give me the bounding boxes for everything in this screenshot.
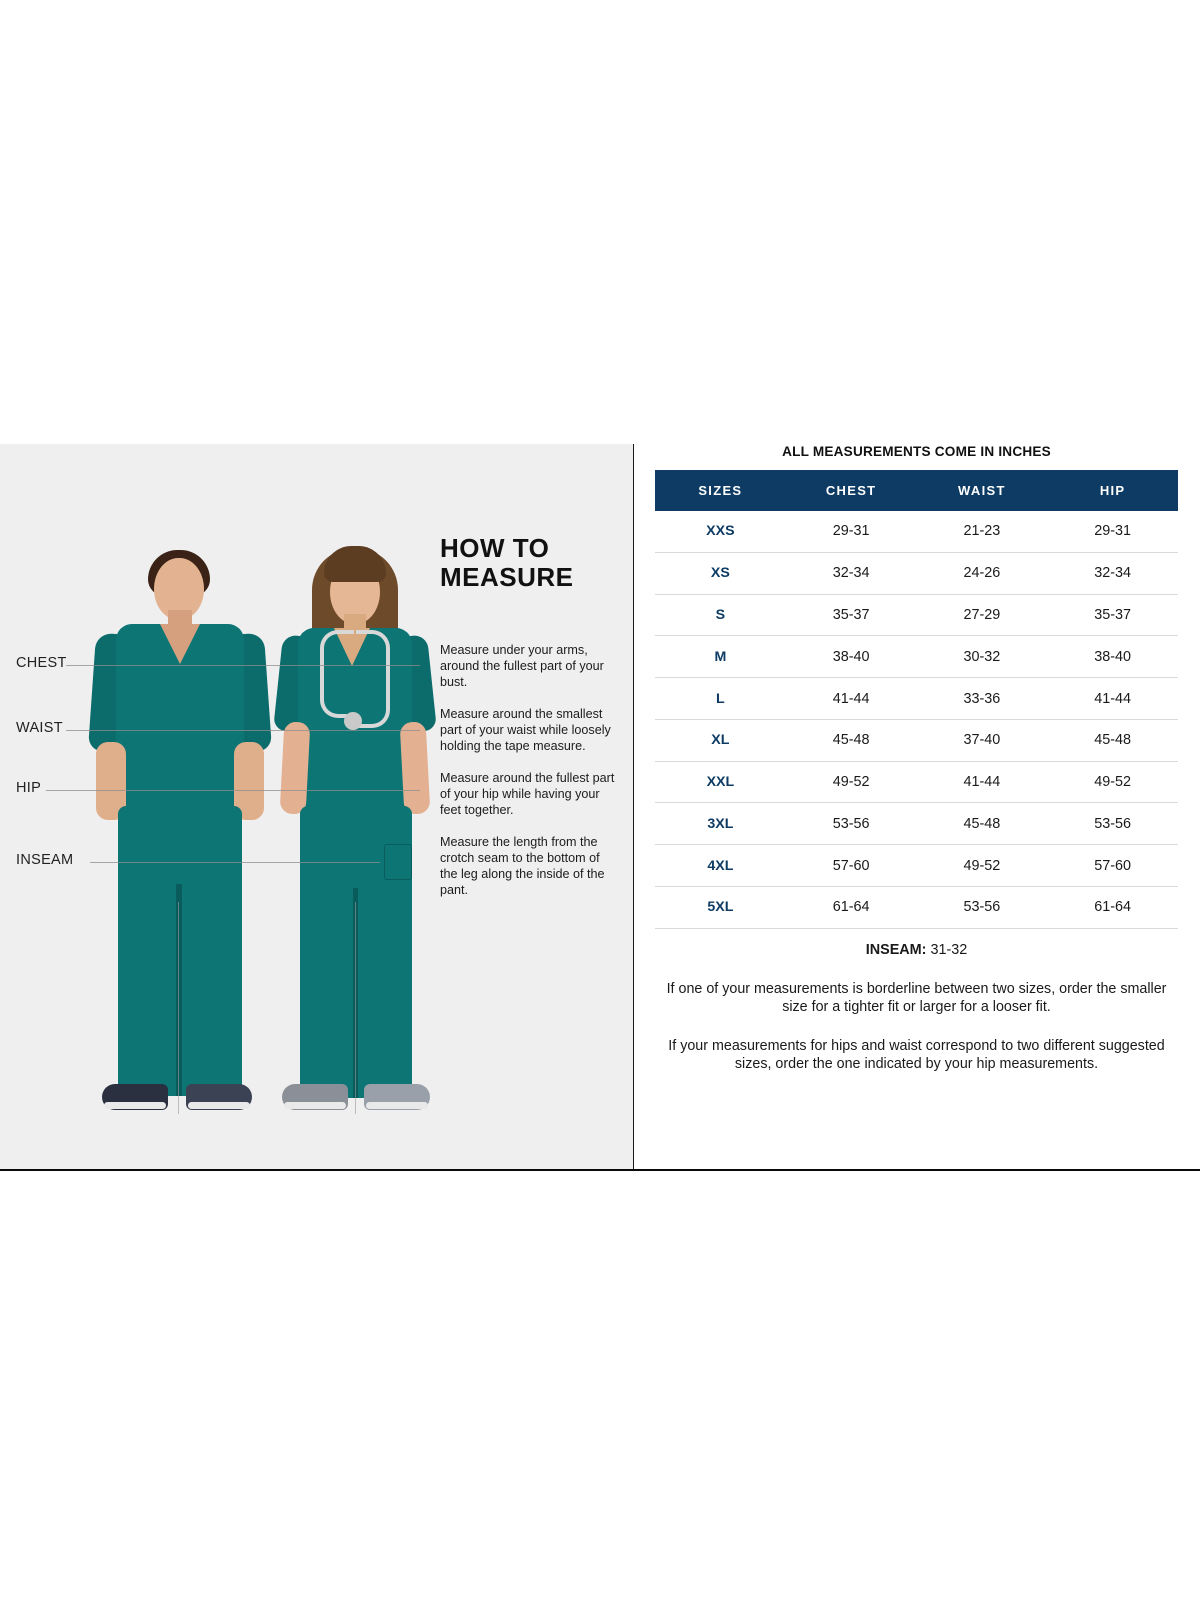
cell-hip: 38-40: [1047, 636, 1178, 678]
waist-guide-label: WAIST: [16, 720, 63, 736]
how-to-measure-title: [440, 534, 620, 592]
table-row: [655, 552, 1178, 594]
inseam-guide-line: [90, 862, 380, 863]
table-row: [655, 594, 1178, 636]
how-to-measure-panel: [0, 444, 633, 1170]
cell-chest: 61-64: [786, 887, 917, 929]
size-table-head: [655, 470, 1178, 511]
chest-guide-label: CHEST: [16, 655, 67, 671]
cell-waist: 41-44: [917, 761, 1048, 803]
table-row: [655, 719, 1178, 761]
cell-hip: 35-37: [1047, 594, 1178, 636]
female-left-shoe-sole: [284, 1102, 346, 1109]
size-table-body: [655, 511, 1178, 928]
inseam-value: 31-32: [930, 941, 968, 958]
cell-chest: 45-48: [786, 719, 917, 761]
female-right-shoe: [364, 1084, 430, 1110]
hip-measure-note: Measure around the fullest part of your hip while having your feet together.: [440, 771, 615, 818]
cell-size: S: [655, 594, 786, 636]
cell-size: XL: [655, 719, 786, 761]
cell-hip: 32-34: [1047, 552, 1178, 594]
cell-chest: 41-44: [786, 678, 917, 720]
column-header-chest: CHEST: [786, 470, 917, 511]
cell-chest: 57-60: [786, 845, 917, 887]
bottom-rule: [0, 1169, 1200, 1171]
cell-waist: 24-26: [917, 552, 1048, 594]
hip-guide-line: [46, 790, 420, 791]
cell-waist: 37-40: [917, 719, 1048, 761]
chest-measure-note: Measure under your arms, around the fullest part of your bust.: [440, 643, 604, 690]
cell-size: XXS: [655, 511, 786, 552]
table-row: [655, 678, 1178, 720]
stethoscope-bell: [344, 712, 362, 730]
cell-waist: 53-56: [917, 887, 1048, 929]
inseam-label: INSEAM:: [865, 941, 927, 958]
cell-hip: 45-48: [1047, 719, 1178, 761]
cell-size: XXL: [655, 761, 786, 803]
table-row: [655, 845, 1178, 887]
cell-hip: 41-44: [1047, 678, 1178, 720]
size-chart-table: [655, 470, 1178, 929]
sizing-note-borderline: If one of your measurements is borderline between two sizes, order the smaller size for a tighter fit or larger for a looser fit.: [666, 980, 1167, 1016]
cell-waist: 45-48: [917, 803, 1048, 845]
cell-hip: 49-52: [1047, 761, 1178, 803]
table-row: [655, 887, 1178, 929]
table-row: [655, 636, 1178, 678]
male-right-shoe-sole: [188, 1102, 250, 1109]
cell-chest: 29-31: [786, 511, 917, 552]
cell-chest: 49-52: [786, 761, 917, 803]
female-cargo-pocket: [384, 844, 412, 880]
size-table-panel: [633, 444, 1200, 1170]
chest-guide-line: [66, 665, 420, 666]
inseam-row: [655, 929, 1178, 962]
female-left-arm: [280, 721, 311, 814]
table-row: [655, 511, 1178, 552]
cell-size: XS: [655, 552, 786, 594]
cell-size: 4XL: [655, 845, 786, 887]
cell-hip: 57-60: [1047, 845, 1178, 887]
male-pant-seam: [176, 884, 182, 1096]
model-illustration: [20, 484, 440, 1154]
cell-waist: 21-23: [917, 511, 1048, 552]
how-to-measure-title-line2: MEASURE: [440, 562, 574, 593]
column-header-sizes: SIZES: [655, 470, 786, 511]
hip-guide-label: HIP: [16, 780, 42, 796]
male-left-shoe-sole: [104, 1102, 166, 1109]
cell-hip: 61-64: [1047, 887, 1178, 929]
size-chart-sheet: [0, 444, 1200, 1170]
waist-guide-line: [66, 730, 420, 731]
male-right-shoe: [186, 1084, 252, 1110]
measurements-heading: ALL MEASUREMENTS COME IN INCHES: [782, 444, 1051, 459]
cell-waist: 49-52: [917, 845, 1048, 887]
cell-chest: 32-34: [786, 552, 917, 594]
female-inseam-guide-line: [355, 902, 356, 1114]
cell-size: M: [655, 636, 786, 678]
cell-chest: 53-56: [786, 803, 917, 845]
stethoscope-tube-right: [356, 630, 390, 728]
female-right-arm: [400, 721, 431, 814]
cell-size: 3XL: [655, 803, 786, 845]
how-to-measure-title-line1: HOW TO: [440, 533, 550, 563]
inseam-measure-note: Measure the length from the crotch seam to the bottom of the leg along the inside of the pant.: [440, 835, 605, 898]
cell-chest: 38-40: [786, 636, 917, 678]
female-left-shoe: [282, 1084, 348, 1110]
female-hair-top: [324, 546, 386, 582]
cell-waist: 30-32: [917, 636, 1048, 678]
cell-waist: 33-36: [917, 678, 1048, 720]
cell-chest: 35-37: [786, 594, 917, 636]
male-left-shoe: [102, 1084, 168, 1110]
cell-waist: 27-29: [917, 594, 1048, 636]
cell-size: L: [655, 678, 786, 720]
column-header-waist: WAIST: [917, 470, 1048, 511]
male-inseam-guide-line: [178, 902, 179, 1114]
cell-hip: 29-31: [1047, 511, 1178, 552]
panel-divider: [633, 444, 634, 1170]
table-row: [655, 803, 1178, 845]
sizing-note-hip-priority: If your measurements for hips and waist correspond to two different suggested sizes, order the one indicated by your hip measurements.: [668, 1037, 1165, 1073]
size-table-header-row: [655, 470, 1178, 511]
cell-size: 5XL: [655, 887, 786, 929]
inseam-guide-label: INSEAM: [16, 852, 74, 868]
female-right-shoe-sole: [366, 1102, 428, 1109]
cell-hip: 53-56: [1047, 803, 1178, 845]
table-row: [655, 761, 1178, 803]
column-header-hip: HIP: [1047, 470, 1178, 511]
waist-measure-note: Measure around the smallest part of your waist while loosely holding the tape measure.: [440, 707, 611, 754]
stethoscope-icon: [320, 630, 354, 718]
